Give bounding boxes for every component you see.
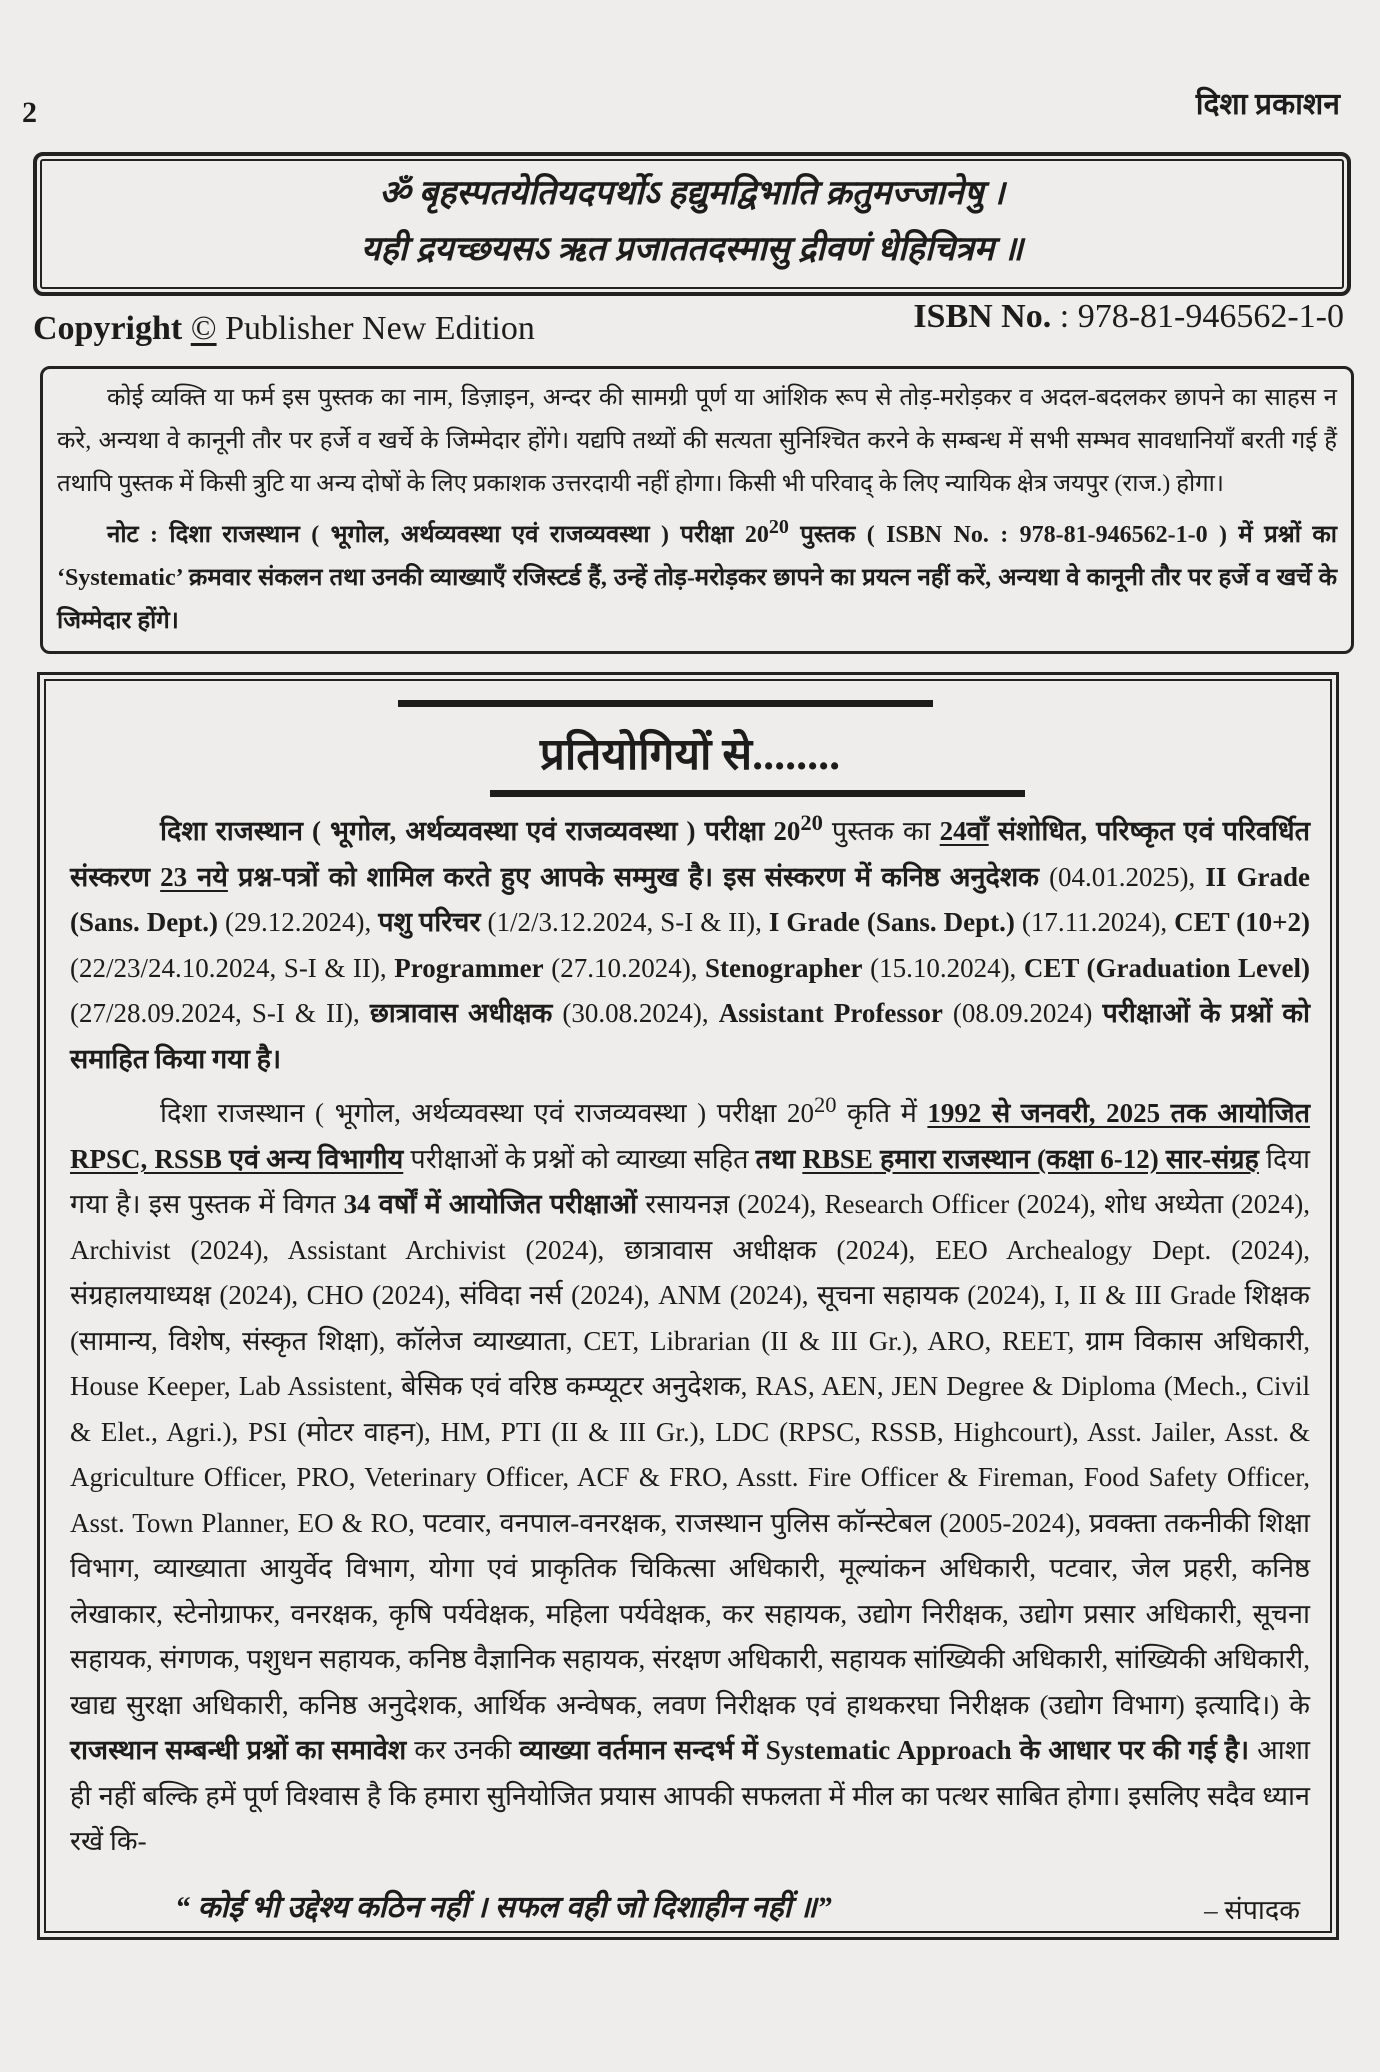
text-segment: छात्रावास अधीक्षक — [369, 998, 553, 1028]
preface-body — [70, 800, 1310, 1865]
preface-title: प्रतियोगियों से........ — [539, 730, 841, 779]
text-segment: (1/2/3.12.2024, S-I & II), — [480, 907, 769, 937]
title-rule-top — [398, 700, 933, 707]
text-segment: कनिष्ठ अनुदेशक — [881, 861, 1039, 892]
text-segment: कृति में — [836, 1098, 928, 1128]
text-segment: परीक्षाओं के प्रश्नों को व्याख्या सहित — [403, 1143, 756, 1174]
text-segment: (17.11.2024), — [1014, 907, 1175, 937]
invocation-line-2: यही द्रयच्छयसऽ ऋत प्रजाततदस्मासु द्रीवणं धेहिचित्रम ॥ — [360, 231, 1024, 268]
copyright-symbol: © — [190, 310, 217, 347]
notice-note — [57, 506, 1337, 643]
isbn-line — [913, 298, 1344, 336]
editor-signature: – संपादक — [1204, 1895, 1300, 1925]
publisher-header: दिशा प्रकाशन — [1195, 88, 1340, 121]
text-segment: तथा — [755, 1143, 803, 1174]
text-segment: पशु परिचर — [378, 907, 481, 937]
copyright-notice-box — [40, 366, 1354, 654]
text-segment: I Grade (Sans. Dept.) — [768, 907, 1015, 937]
motto-quote: “ कोई भी उद्देश्य कठिन नहीं । सफल वही जो दिशाहीन नहीं ॥” — [175, 1891, 832, 1924]
copyright-line — [33, 310, 535, 348]
text-segment: Programmer — [394, 952, 544, 983]
title-rule-bottom — [490, 790, 1025, 797]
text-segment: कर उनकी — [406, 1735, 520, 1765]
text-segment: II Grade (Sans. Dept.) — [70, 861, 1311, 937]
text-segment: पुस्तक का — [822, 816, 940, 846]
invocation-box — [33, 152, 1351, 296]
text-segment: (08.09.2024) — [942, 998, 1103, 1028]
text-segment: Assistant Professor — [718, 998, 943, 1028]
text-segment: परीक्षाओं के प्रश्नों को समाहित किया गया है। — [70, 998, 1311, 1074]
text-segment: (04.01.2025), — [1038, 861, 1206, 892]
text-segment: 24वाँ — [939, 816, 989, 846]
copyright-label: Copyright — [33, 310, 183, 347]
text-segment: (22/23/24.10.2024, S-I & II), — [70, 952, 395, 983]
notice-paragraph: कोई व्यक्ति या फर्म इस पुस्तक का नाम, डिज़ाइन, अन्दर की सामग्री पूर्ण या आंशिक रूप से तोड़-मरोड़कर व अदल-बदलकर छापने का साहस न करे, अन्यथा वे कानूनी तौर पर हर्जे व खर्चे के जिम्मेदार होंगे। यद्यपि तथ्यों की सत्यता सुनिश्चित करने के सम्बन्ध में सभी सम्भव सावधानियाँ बरती गई हैं तथापि पुस्तक में किसी त्रुटि या अन्य दोषों के लिए प्रकाशक उत्तरदायी नहीं होगा। किसी भी परिवाद् के लिए न्यायिक क्षेत्र जयपुर (राज.) होगा। — [57, 385, 1337, 497]
text-segment: प्रश्न-पत्रों को शामिल करते हुए आपके सम्मुख है। इस संस्करण में — [227, 861, 882, 892]
preface-paragraph-1 — [70, 800, 1310, 1082]
text-segment: 20 — [768, 516, 789, 538]
text-segment: (29.12.2024), — [218, 907, 379, 937]
isbn-label: ISBN No. — [913, 298, 1052, 335]
text-segment: CET (Graduation Level) — [1023, 952, 1311, 983]
preface-paragraph-2 — [70, 1082, 1310, 1865]
text-segment: 20 — [813, 1092, 837, 1117]
text-segment: (30.08.2024), — [552, 998, 719, 1028]
text-segment: RBSE — [802, 1143, 873, 1174]
isbn-value: : 978-81-946562-1-0 — [1051, 298, 1344, 335]
text-segment: CET (10+2) — [1174, 907, 1310, 937]
text-segment: राजस्थान सम्बन्धी प्रश्नों का समावेश — [70, 1735, 407, 1765]
copyright-text: Publisher New Edition — [216, 310, 535, 347]
text-segment: हमारा राजस्थान (कक्षा 6-12) सार-संग्रह — [872, 1143, 1259, 1174]
text-segment: Stenographer — [705, 952, 863, 983]
text-segment: 20 — [800, 810, 823, 835]
page-number: 2 — [22, 96, 37, 129]
text-segment: 34 वर्षों में आयोजित परीक्षाओं — [343, 1189, 638, 1219]
invocation-line-1: ॐ बृहस्पतयेतियदपर्थोऽ हद्युमद्विभाति क्रतुमज्जानेषु । — [379, 175, 1005, 212]
text-segment: दिशा राजस्थान ( भूगोल, अर्थव्यवस्था एवं राजव्यवस्था ) परीक्षा 20 — [160, 1098, 814, 1128]
text-segment: (27/28.09.2024, S-I & II), — [70, 998, 370, 1028]
text-segment: पुस्तक ( ISBN No. : 978-81-946562-1-0 ) में प्रश्नों का ‘Systematic’ क्रमवार संकलन तथा उनकी व्याख्याएँ रजिस्टर्ड हैं, उन्हें तोड़-मरोड़कर छापने का प्रयत्न नहीं करें, अन्यथा वे कानूनी तौर पर हर्जे व खर्चे के जिम्मेदार होंगे। — [57, 522, 1337, 634]
text-segment: दिया गया है। इस पुस्तक में विगत — [70, 1143, 1311, 1219]
text-segment: (15.10.2024), — [862, 952, 1024, 983]
text-segment: रसायनज्ञ (2024), Research Officer (2024), शोध अध्येता (2024), Archivist (2024), Assistant Archivist (2024), छात्रावास अधीक्षक (2024), EEO Archealogy Dept. (2024), संग्रहालयाध्यक्ष (2024), CHO (2024), संविदा नर्स (2024), ANM (2024), सूचना सहायक (2024), I, II & III Grade शिक्षक (सामान्य, विशेष, संस्कृत शिक्षा), कॉलेज व्याख्याता, CET, Librarian (II & III Gr.), ARO, REET, ग्राम विकास अधिकारी, House Keeper, Lab Assistent, बेसिक एवं वरिष्ठ कम्प्यूटर अनुदेशक, RAS, AEN, JEN Degree & Diploma (Mech., Civil & Elet., Agri.), PSI (मोटर वाहन), HM, PTI (II & III Gr.), LDC (RPSC, RSSB, Highcourt), Asst. Jailer, Asst. & Agriculture Officer, PRO, Veterinary Officer, ACF & FRO, Asstt. Fire Officer & Fireman, Food Safety Officer, Asst. Town Planner, EO & RO, पटवार, वनपाल-वनरक्षक, राजस्थान पुलिस कॉन्स्टेबल (2005-2024), प्रवक्ता तकनीकी शिक्षा विभाग, व्याख्याता आयुर्वेद विभाग, योगा एवं प्राकृतिक चिकित्सा अधिकारी, मूल्यांकन अधिकारी, पटवार, जेल प्रहरी, कनिष्ठ लेखाकार, स्टेनोग्राफर, वनरक्षक, कृषि पर्यवेक्षक, महिला पर्यवेक्षक, कर सहायक, उद्योग निरीक्षक, उद्योग प्रसार अधिकारी, सूचना सहायक, संगणक, पशुधन सहायक, कनिष्ठ वैज्ञानिक सहायक, संरक्षण अधिकारी, सहायक सांख्यिकी अधिकारी, सांख्यिकी अधिकारी, खाद्य सुरक्षा अधिकारी, कनिष्ठ अनुदेशक, आर्थिक अन्वेषक, लवण निरीक्षक एवं हाथकरघा निरीक्षक (उद्योग विभाग) इत्यादि।) के — [70, 1189, 1310, 1720]
text-segment: नोट : दिशा राजस्थान ( भूगोल, अर्थव्यवस्था एवं राजव्यवस्था ) परीक्षा 20 — [107, 522, 769, 548]
text-segment: (27.10.2024), — [543, 952, 706, 983]
text-segment: आशा ही नहीं बल्कि हमें पूर्ण विश्वास है कि हमारा सुनियोजित प्रयास आपकी सफलता में मील का पत्थर साबित होगा। इसलिए सदैव ध्यान रखें कि- — [70, 1735, 1311, 1856]
text-segment: 1992 से जनवरी, 2025 तक आयोजित RPSC, RSSB एवं अन्य विभागीय — [70, 1098, 1311, 1174]
text-segment: व्याख्या वर्तमान सन्दर्भ में Systematic Approach के आधार पर की गई है। — [519, 1735, 1250, 1765]
text-segment: 23 नये — [160, 861, 228, 892]
text-segment: संशोधित, परिष्कृत एवं परिवर्धित संस्करण — [70, 816, 1310, 892]
text-segment: दिशा राजस्थान ( भूगोल, अर्थव्यवस्था एवं राजव्यवस्था ) परीक्षा 20 — [160, 816, 801, 846]
